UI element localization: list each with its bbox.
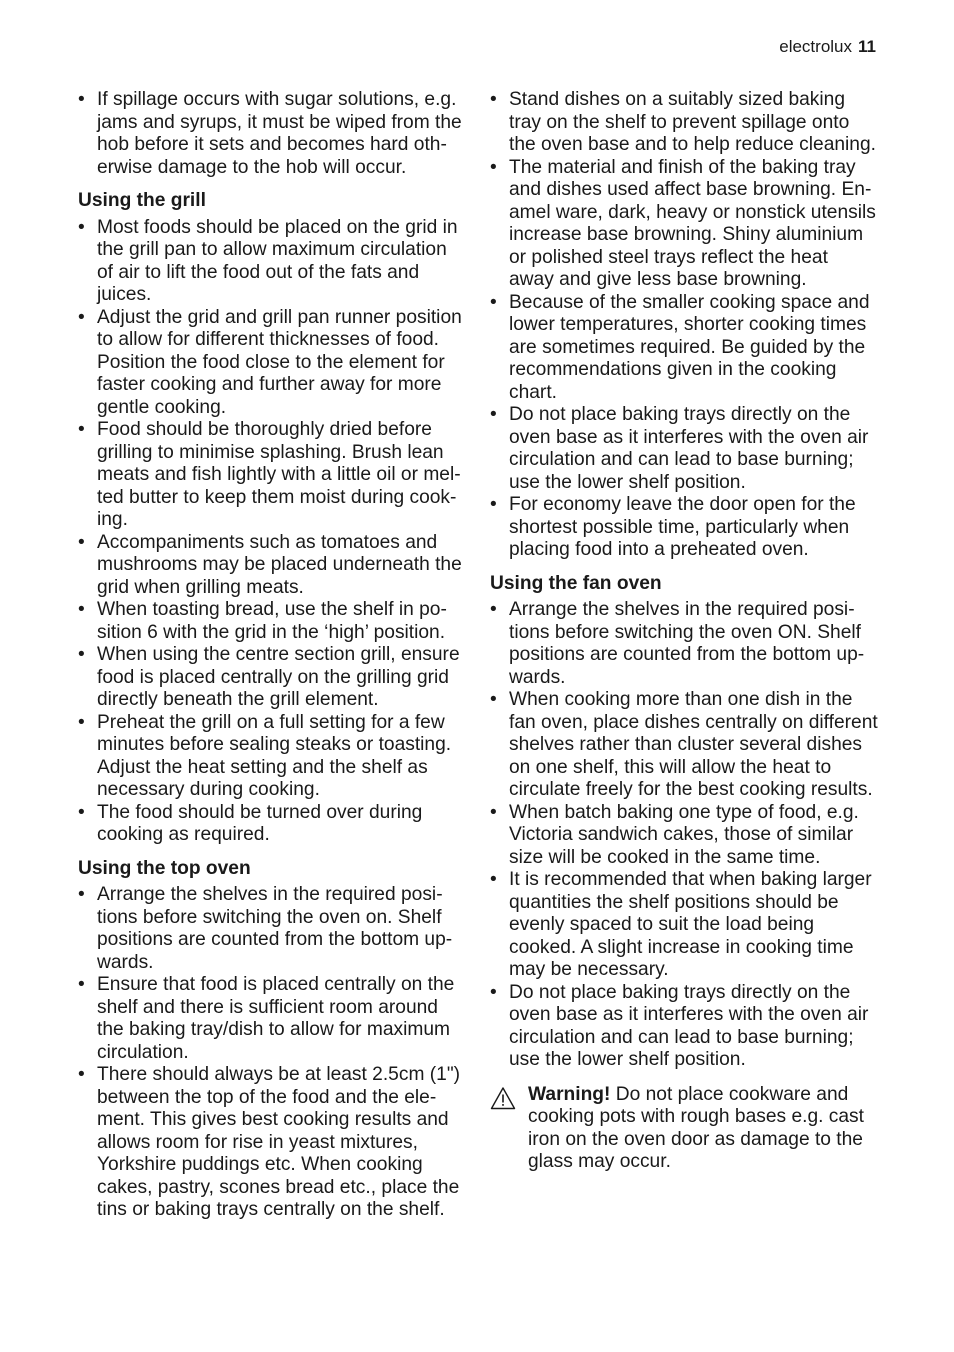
list-item: • The material and finish of the baking tray and dishes used affect base browning. Enamel ware, dark, heavy or nonstick utensils increase base browning. Shiny aluminium or polished steel trays reflect the heat away and give less base browning.: [490, 157, 878, 292]
list-item: • Stand dishes on a suitably sized baking tray on the shelf to prevent spillage onto the oven base and to help reduce cleaning.: [490, 89, 878, 157]
grill-list: [78, 217, 466, 847]
list-item: • Most foods should be placed on the grid in the grill pan to allow maximum circulation of air to lift the food out of the fats and juices.: [78, 217, 466, 307]
list-item: • When using the centre section grill, ensure food is placed centrally on the grilling grid directly beneath the grill element.: [78, 644, 466, 712]
list-item: • When batch baking one type of food, e.g. Victoria sandwich cakes, those of similar size will be cooked in the same time.: [490, 802, 878, 870]
list-item: • Because of the smaller cooking space and lower temperatures, shorter cooking times are sometimes required. Be guided by the recommendations given in the cooking chart.: [490, 292, 878, 405]
list-item: • Preheat the grill on a full setting for a few minutes before sealing steaks or toasting. Adjust the heat setting and the shelf as necessary during cooking.: [78, 712, 466, 802]
list-item: • For economy leave the door open for the shortest possible time, particularly when placing food into a preheated oven.: [490, 494, 878, 562]
top-oven-continued-list: [490, 89, 878, 562]
list-item: • When cooking more than one dish in the fan oven, place dishes centrally on different shelves rather than cluster several dishes on one shelf, this will allow the heat to circulate freely for the best cooking results.: [490, 689, 878, 802]
list-item: • Do not place baking trays directly on the oven base as it interferes with the oven air circulation and can lead to base burning; use the lower shelf position.: [490, 982, 878, 1072]
list-item: • Arrange the shelves in the required positions before switching the oven ON. Shelf positions are counted from the bottom upwards.: [490, 599, 878, 689]
page-number: 11: [858, 37, 876, 56]
list-item: • Do not place baking trays directly on the oven base as it interferes with the oven air circulation and can lead to base burning; use the lower shelf position.: [490, 404, 878, 494]
left-column: [78, 89, 466, 1222]
brand-name: electrolux: [779, 37, 853, 56]
list-item: • Arrange the shelves in the required positions before switching the oven on. Shelf positions are counted from the bottom upwards.: [78, 884, 466, 974]
intro-list: [78, 89, 466, 179]
list-item: • Ensure that food is placed centrally on the shelf and there is sufficient room around the baking tray/dish to allow for maximum circulation.: [78, 974, 466, 1064]
right-column: [490, 89, 878, 1174]
page-header: [779, 37, 876, 57]
list-item: • Accompaniments such as tomatoes and mushrooms may be placed underneath the grid when grilling meats.: [78, 532, 466, 600]
section-heading-grill: Using the grill: [78, 190, 206, 211]
top-oven-list: [78, 884, 466, 1222]
warning-label: Warning!: [528, 1083, 611, 1105]
list-item: • The food should be turned over during cooking as required.: [78, 802, 466, 847]
list-item: • There should always be at least 2.5cm (1") between the top of the food and the element. This gives best cooking results and allows room for rise in yeast mixtures, Yorkshire puddings etc. When cooking cakes, pastry, scones bread etc., place the tins or baking trays centrally on the shelf.: [78, 1064, 466, 1222]
fan-oven-list: [490, 599, 878, 1072]
warning-text: Do not place cookware and cooking pots with rough bases e.g. cast iron on the oven door as damage to the glass may occur.: [528, 1083, 864, 1172]
list-item: • It is recommended that when baking larger quantities the shelf positions should be evenly spaced to suit the load being cooked. A slight increase in cooking time may be necessary.: [490, 869, 878, 982]
list-item: • Adjust the grid and grill pan runner position to allow for different thicknesses of food. Position the food close to the element for faster cooking and further away for more gentle cooking.: [78, 307, 466, 420]
list-item: • When toasting bread, use the shelf in position 6 with the grid in the ‘high’ position.: [78, 599, 466, 644]
list-item: • If spillage occurs with sugar solutions, e.g. jams and syrups, it must be wiped from the hob before it sets and becomes hard otherwise damage to the hob will occur.: [78, 89, 466, 179]
warning-triangle-icon: [490, 1086, 516, 1110]
list-item: • Food should be thoroughly dried before grilling to minimise splashing. Brush lean meats and fish lightly with a little oil or melted butter to keep them moist during cooking.: [78, 419, 466, 532]
section-heading-top-oven: Using the top oven: [78, 857, 251, 879]
warning-note: [490, 1084, 878, 1174]
section-heading-fan-oven: Using the fan oven: [490, 572, 662, 594]
